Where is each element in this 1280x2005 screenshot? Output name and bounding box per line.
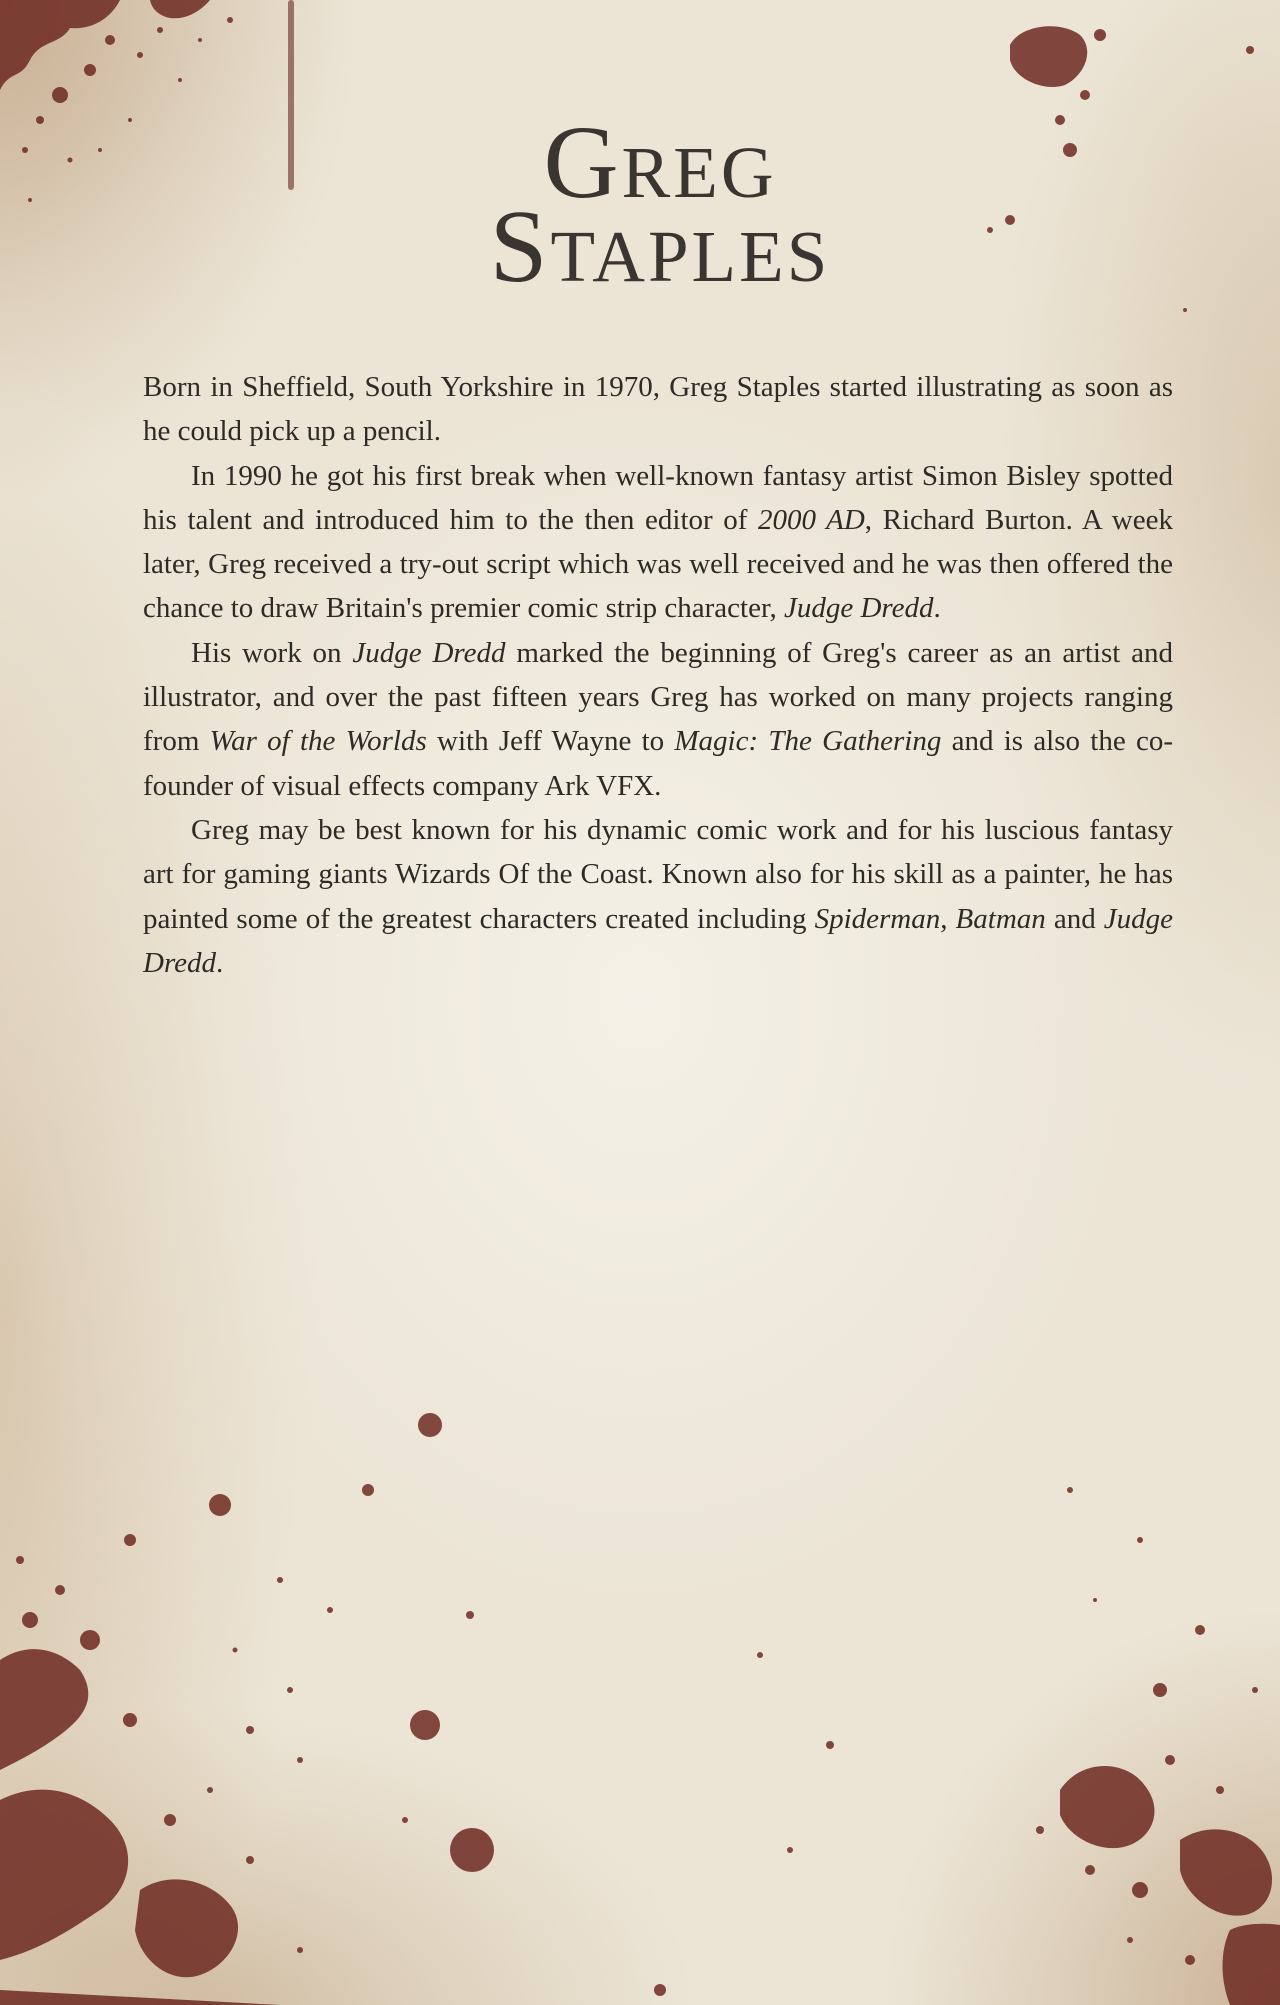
bio-text-run: with Jeff Wayne to [426,725,675,758]
biography-text [143,365,1173,985]
italic-title-text: Judge Dredd [352,636,506,669]
italic-title-text: Magic: The Gathering [674,725,942,758]
bio-text-run: . [933,592,941,625]
bio-paragraph-2 [143,454,1173,631]
bio-paragraph-4 [143,808,1173,985]
italic-title-text: Judge Dredd [783,592,934,625]
bio-paragraph-1 [143,365,1173,454]
bio-text-run: marked the beginning of Greg's career as an artist and illustrator, and over the past fifteen years Greg has worked on many projects ranging from [143,636,1174,758]
italic-title-text: Judge Dredd [143,902,1174,979]
bio-text-run: , [940,902,956,935]
bio-text-run: and [1045,902,1104,935]
bio-text-run: and is also the co-founder of visual effects company Ark VFX. [143,725,1173,802]
bio-text-run: Born in Sheffield, South Yorkshire in 1970, Greg Staples started illustrating as soon as he could pick up a pencil. [143,371,1173,448]
bio-text-run: , Richard Burton. A week later, Greg received a try-out script which was well received and he was then offered the chance to draw Britain's premier comic strip character, [143,503,1173,625]
italic-title-text: Spiderman [814,902,941,935]
title-first-name: Greg [543,105,777,221]
italic-title-text: 2000 AD [758,503,865,536]
title-last-name: Staples [489,189,831,305]
bio-text-run: His work on [191,636,353,669]
bio-paragraph-3 [143,631,1173,808]
bio-text-run: In 1990 he got his first break when well-known fantasy artist Simon Bisley spotted his talent and introduced him to the then editor of [143,459,1173,536]
italic-title-text: Batman [955,902,1046,935]
bio-text-run: Greg may be best known for his dynamic comic work and for his luscious fantasy art for gaming giants Wizards Of the Coast. Known also for his skill as a painter, he has painted some of the greatest characters created including [143,813,1173,935]
bio-text-run: . [216,946,224,979]
italic-title-text: War of the Worlds [209,725,427,758]
page-title [0,105,1280,305]
